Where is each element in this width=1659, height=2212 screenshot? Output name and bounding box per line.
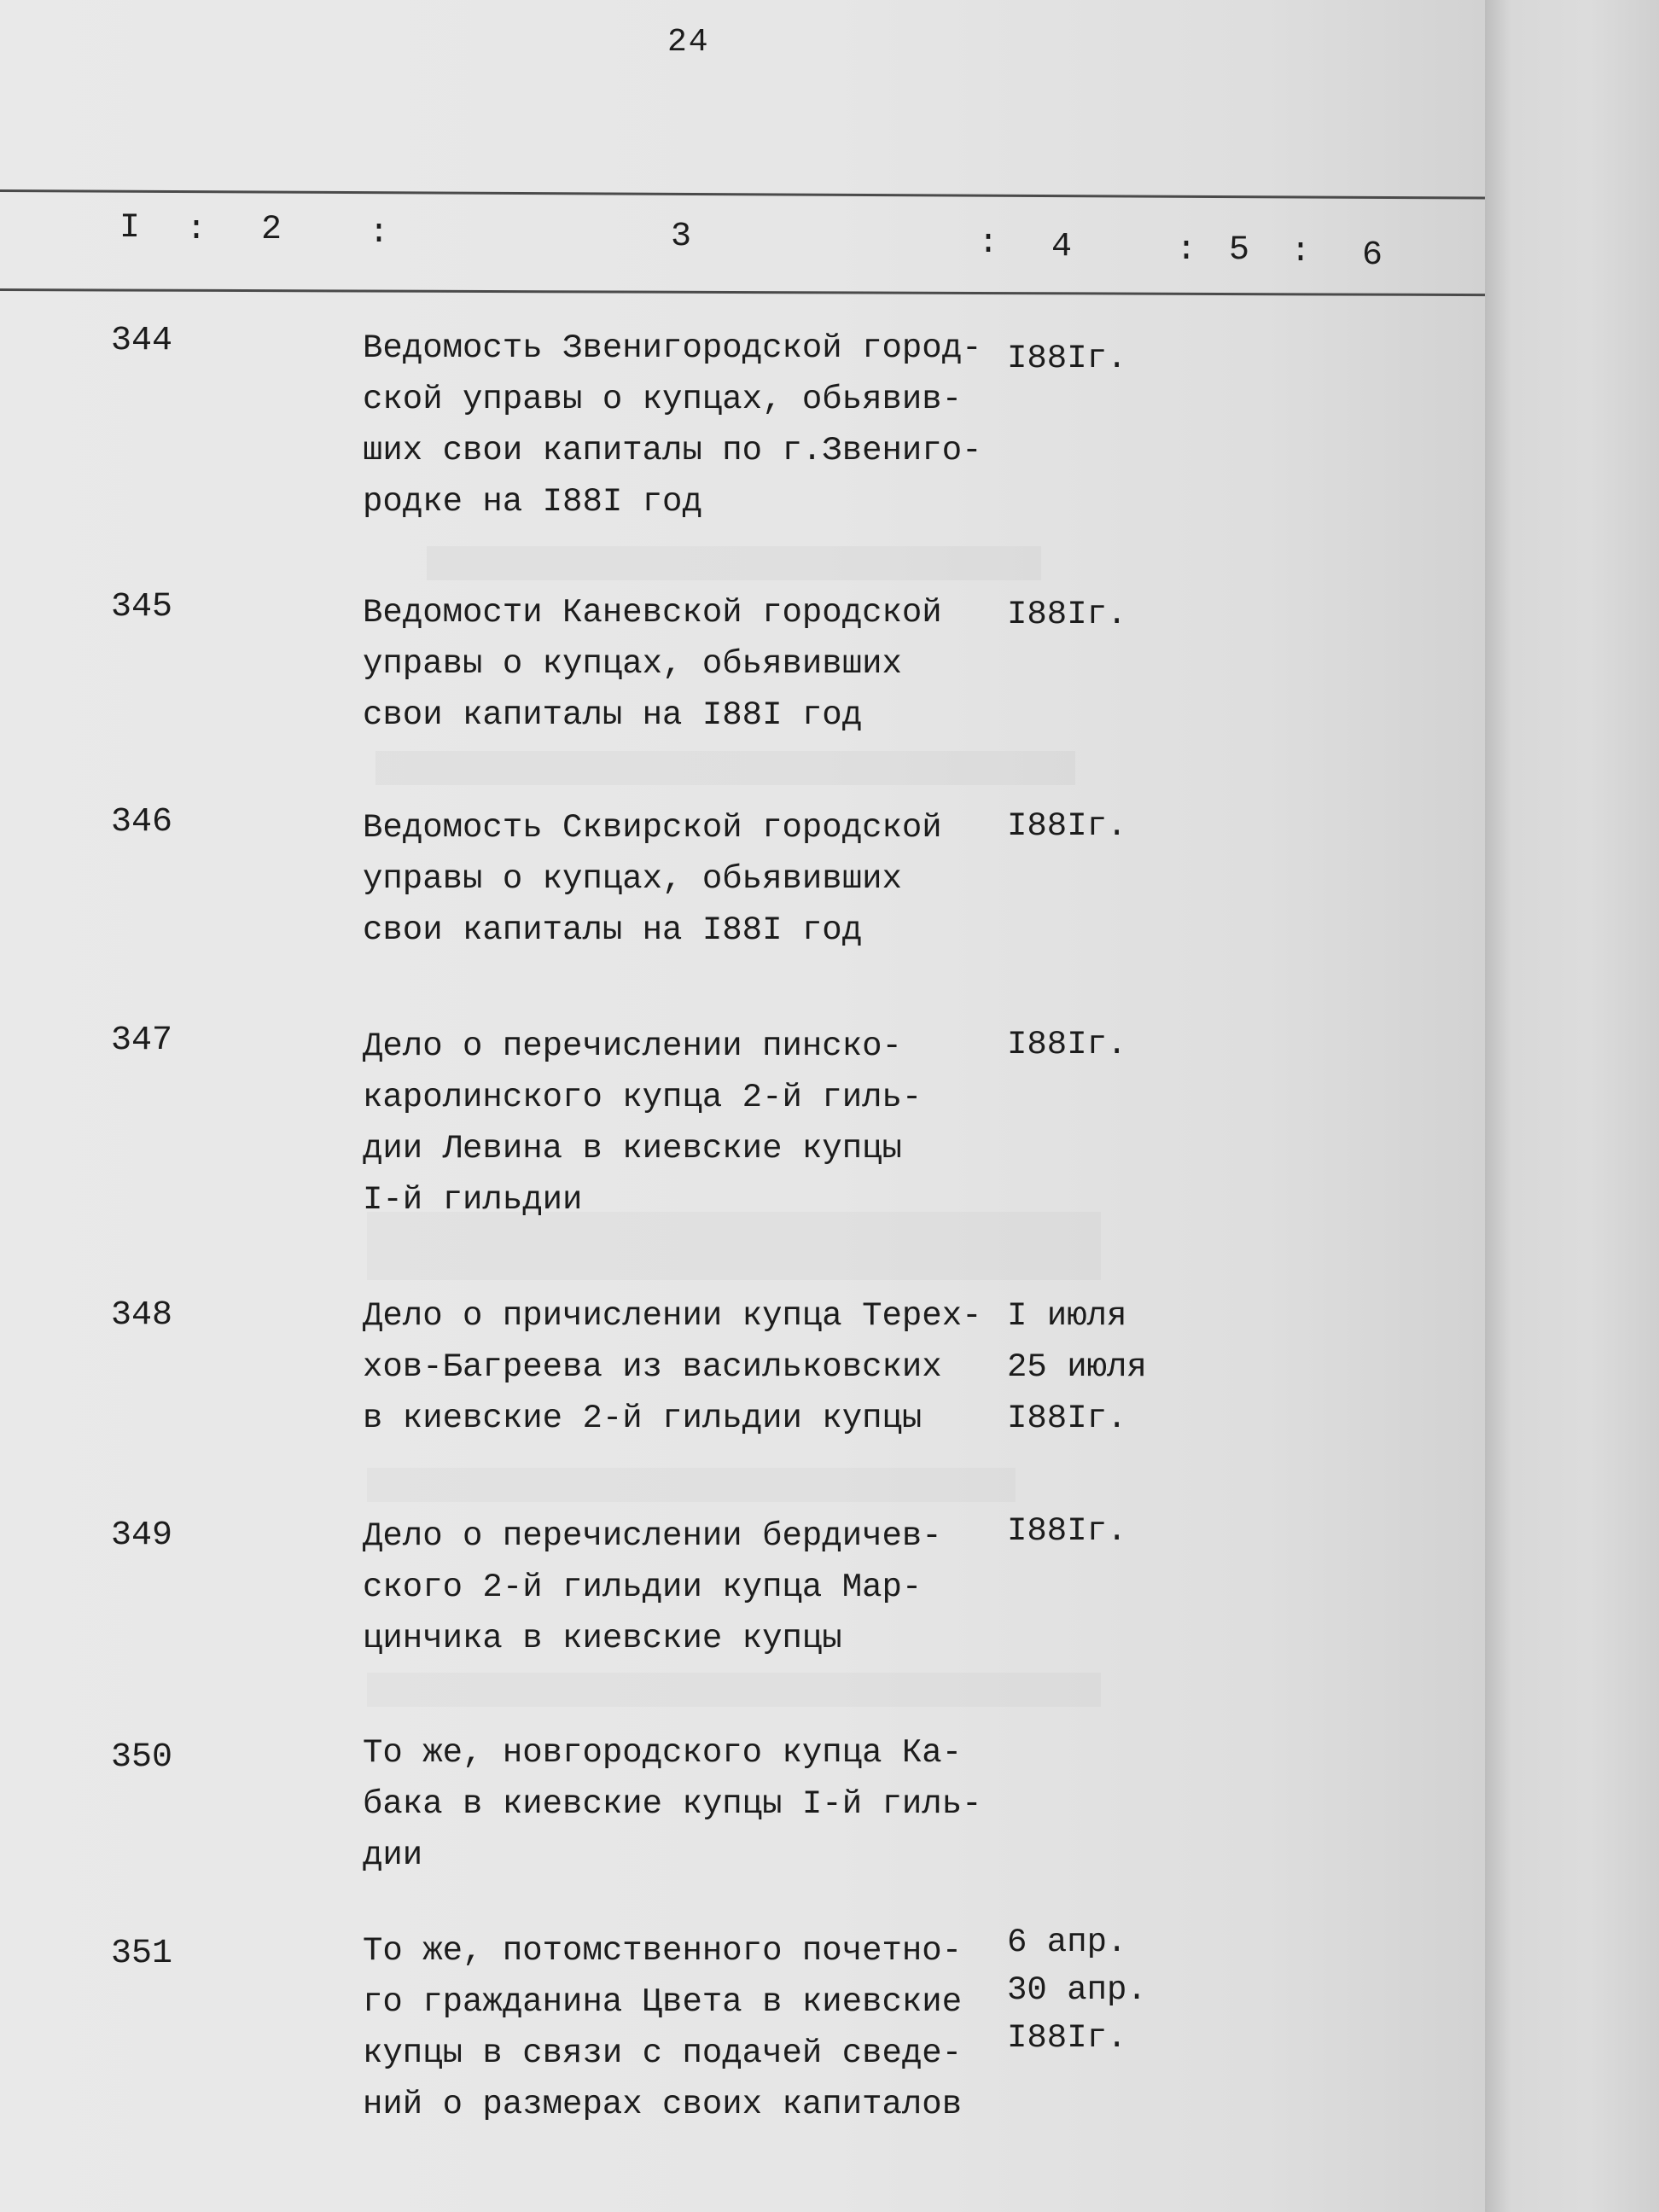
- description-line: ний о размерах своих капиталов: [363, 2086, 963, 2123]
- description-line: Ведомость Сквирской городской: [363, 809, 942, 847]
- column-header-1: I: [119, 209, 141, 247]
- row-date: [1007, 335, 1126, 382]
- row-description: [363, 1290, 1011, 1444]
- bleed-through-text: [375, 751, 1075, 785]
- column-separator: :: [186, 211, 207, 249]
- description-line: в киевские 2-й гильдии купцы: [363, 1400, 923, 1437]
- description-line: Дело о перечислении пинско-: [363, 1027, 902, 1065]
- description-line: управы о купцах, обьявивших: [363, 645, 902, 683]
- description-line: купцы в связи с подачей сведе-: [363, 2034, 963, 2072]
- bleed-through-text: [427, 546, 1041, 580]
- date-line: I88Iг.: [1007, 596, 1127, 633]
- row-number: 347: [111, 1022, 173, 1060]
- column-separator: :: [1176, 231, 1197, 270]
- description-line: каролинского купца 2-й гиль-: [363, 1079, 923, 1116]
- column-separator: :: [978, 224, 999, 263]
- description-line: свои капиталы на I88I год: [363, 911, 863, 949]
- description-line: родке на I88I год: [363, 483, 702, 521]
- date-line: I88Iг.: [1007, 2019, 1127, 2057]
- date-line: I88Iг.: [1007, 807, 1127, 845]
- column-separator: :: [1290, 233, 1312, 271]
- bleed-through-text: [367, 1673, 1101, 1707]
- bleed-through-text: [367, 1468, 1016, 1502]
- column-header-3: 3: [671, 218, 692, 256]
- row-description: [363, 1511, 1011, 1664]
- row-date: [1007, 1290, 1147, 1444]
- column-header-2: 2: [261, 211, 282, 249]
- description-line: I-й гильдии: [363, 1181, 583, 1219]
- description-line: го гражданина Цвета в киевские: [363, 1983, 963, 2021]
- row-description: [363, 802, 1011, 956]
- column-header-5: 5: [1229, 231, 1250, 270]
- date-line: 6 апр.: [1007, 1924, 1127, 1961]
- date-line: I88Iг.: [1007, 340, 1127, 377]
- row-description: [363, 1727, 1011, 1881]
- column-separator: :: [369, 214, 390, 253]
- date-line: I июля: [1007, 1297, 1127, 1335]
- row-description: [363, 587, 1011, 741]
- description-line: Ведомости Каневской городской: [363, 594, 942, 632]
- row-date: [1007, 1021, 1126, 1068]
- row-description: [363, 1925, 1011, 2130]
- row-description: [363, 1021, 1011, 1225]
- description-line: свои капиталы на I88I год: [363, 696, 863, 734]
- description-line: ского 2-й гильдии купца Мар-: [363, 1569, 923, 1606]
- description-line: То же, потомственного почетно-: [363, 1932, 963, 1970]
- row-number: 351: [111, 1935, 173, 1973]
- row-number: 348: [111, 1296, 173, 1335]
- row-description: [363, 323, 1011, 527]
- header-bottom-rule: [0, 288, 1485, 296]
- page-number: 24: [667, 24, 710, 61]
- row-number: 350: [111, 1738, 173, 1777]
- date-line: I88Iг.: [1007, 1400, 1127, 1437]
- description-line: дии Левина в киевские купцы: [363, 1130, 902, 1167]
- description-line: бака в киевские купцы I-й гиль-: [363, 1785, 982, 1823]
- row-date: [1007, 802, 1126, 850]
- description-line: ской управы о купцах, обьявив-: [363, 381, 963, 418]
- description-line: Дело о перечислении бердичев-: [363, 1517, 942, 1555]
- row-date: [1007, 591, 1126, 638]
- row-number: 345: [111, 588, 173, 626]
- date-line: I88Iг.: [1007, 1512, 1127, 1550]
- description-line: дии: [363, 1837, 423, 1874]
- header-top-rule: [0, 189, 1485, 200]
- column-header-6: 6: [1362, 236, 1383, 275]
- row-number: 344: [111, 322, 173, 360]
- row-date: [1007, 1507, 1126, 1555]
- bleed-through-text: [367, 1246, 1101, 1280]
- description-line: То же, новгородского купца Ка-: [363, 1734, 963, 1772]
- description-line: управы о купцах, обьявивших: [363, 860, 902, 898]
- description-line: хов-Багреева из васильковских: [363, 1348, 942, 1386]
- description-line: цинчика в киевские купцы: [363, 1620, 842, 1657]
- date-line: 25 июля: [1007, 1348, 1147, 1386]
- description-line: ших свои капиталы по г.Звениго-: [363, 432, 982, 469]
- description-line: Ведомость Звенигородской город-: [363, 329, 982, 367]
- column-header-4: 4: [1051, 228, 1073, 266]
- row-number: 346: [111, 803, 173, 841]
- row-number: 349: [111, 1516, 173, 1555]
- background-surface: [1485, 0, 1659, 2212]
- row-date: [1007, 1918, 1147, 2062]
- date-line: I88Iг.: [1007, 1026, 1127, 1063]
- description-line: Дело о причислении купца Терех-: [363, 1297, 982, 1335]
- date-line: 30 апр.: [1007, 1971, 1147, 2009]
